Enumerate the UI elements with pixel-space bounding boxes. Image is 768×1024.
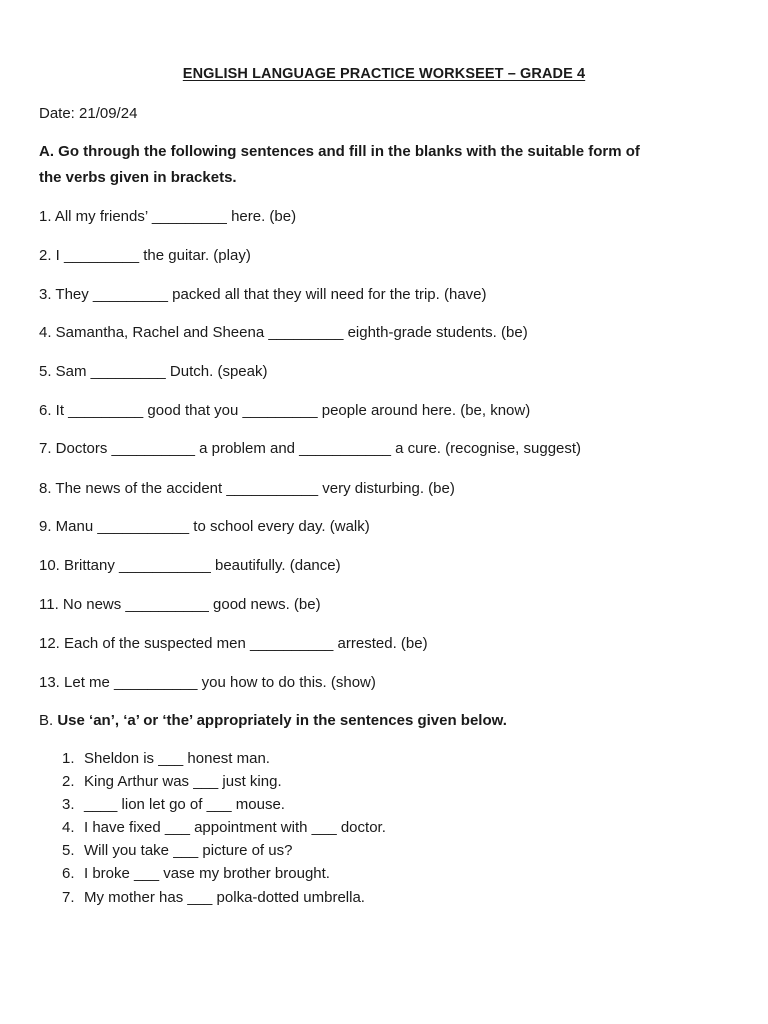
section-a-question: 5. Sam _________ Dutch. (speak) <box>39 363 268 380</box>
list-item-text: I broke ___ vase my brother brought. <box>84 865 330 883</box>
list-item-number: 1. <box>62 750 75 767</box>
list-item-number: 4. <box>62 819 75 837</box>
list-item <box>62 818 386 841</box>
list-item <box>62 864 386 887</box>
list-item-number: 3. <box>62 796 75 814</box>
list-item-text: Will you take ___ picture of us? <box>84 842 293 860</box>
section-b-prefix: B. <box>39 712 58 729</box>
list-item <box>62 841 386 864</box>
list-item-number: 6. <box>62 865 75 883</box>
section-a-question: 9. Manu ___________ to school every day. (walk) <box>39 518 370 535</box>
section-b-list <box>62 749 386 911</box>
section-a-instruction-line-2: the verbs given in brackets. <box>39 169 237 186</box>
list-item-number: 7. <box>62 888 75 906</box>
list-item-text: King Arthur was ___ just king. <box>84 773 282 791</box>
section-a-question: 3. They _________ packed all that they will need for the trip. (have) <box>39 286 487 303</box>
date-line: Date: 21/09/24 <box>39 105 138 122</box>
section-a-question: 10. Brittany ___________ beautifully. (dance) <box>39 557 341 574</box>
section-b-instruction <box>39 711 507 731</box>
section-a-question: 11. No news __________ good news. (be) <box>39 596 321 613</box>
list-item-number: 2. <box>62 773 75 791</box>
list-item <box>62 772 386 795</box>
section-a-question: 6. It _________ good that you _________ people around here. (be, know) <box>39 402 531 419</box>
section-a-question: 12. Each of the suspected men __________ arrested. (be) <box>39 635 428 652</box>
section-a-question: 13. Let me __________ you how to do this. (show) <box>39 674 376 691</box>
list-item-text: My mother has ___ polka-dotted umbrella. <box>84 888 365 906</box>
section-a-question: 7. Doctors __________ a problem and ___________ a cure. (recognise, suggest) <box>39 440 582 457</box>
section-a-question: 1. All my friends’ _________ here. (be) <box>39 208 297 225</box>
section-a-question: 8. The news of the accident ___________ very disturbing. (be) <box>39 480 455 497</box>
list-item-text: I have fixed ___ appointment with ___ doctor. <box>84 819 386 837</box>
list-item-text: Sheldon is ___ honest man. <box>84 750 270 767</box>
section-a-question: 4. Samantha, Rachel and Sheena _________ eighth-grade students. (be) <box>39 324 528 341</box>
worksheet-title: ENGLISH LANGUAGE PRACTICE WORKSEET – GRADE 4 <box>182 66 586 82</box>
list-item <box>62 888 386 911</box>
list-item <box>62 749 386 772</box>
list-item-text: ____ lion let go of ___ mouse. <box>84 796 285 814</box>
list-item-number: 5. <box>62 842 75 860</box>
list-item <box>62 795 386 818</box>
section-a-instruction-line-1: A. Go through the following sentences and fill in the blanks with the suitable form of <box>39 143 640 160</box>
section-b-instruction-text: Use ‘an’, ‘a’ or ‘the’ appropriately in the sentences given below. <box>57 712 507 729</box>
section-a-question: 2. I _________ the guitar. (play) <box>39 247 251 264</box>
